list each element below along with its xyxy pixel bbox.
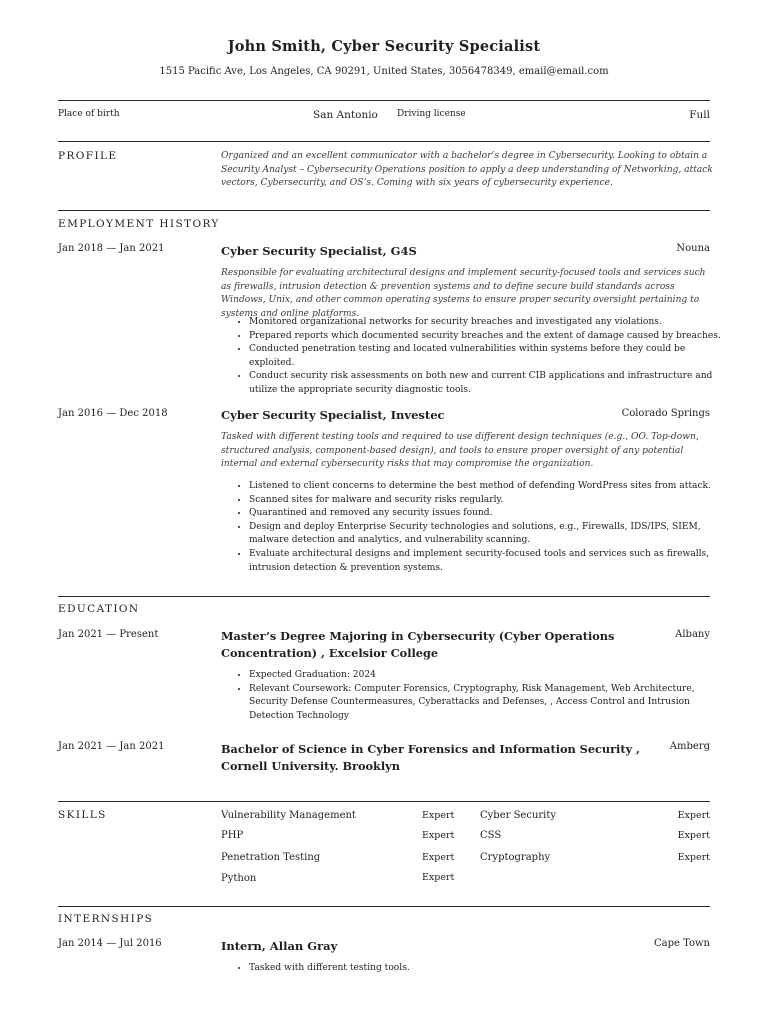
list-item: • Relevant Coursework: Computer Forensics, Cryptography, Risk Management, Web Architecture, Security Defense Countermeasures, Cyberattacks and Defenses, , Access Control and Intrusion Detection Technology — [249, 683, 732, 724]
education-bullets — [231, 669, 732, 723]
divider — [58, 801, 710, 802]
list-item: • Listened to client concerns to determine the best method of defending WordPress sites from attack. — [249, 480, 732, 494]
job-description: Tasked with different testing tools and required to use different design techniques (e.g., OO. Top-down, structured analysis, component-based design), and tools to ensure proper oversight of any potential internal and external cybersecurity risks that may compromise the organization. — [221, 432, 699, 470]
license-label: Driving license — [397, 109, 466, 119]
skill-level: Expert — [422, 830, 455, 841]
birth-label: Place of birth — [58, 109, 120, 119]
education-location: Amberg — [669, 741, 710, 752]
job-title: Cyber Security Specialist, Investec — [221, 408, 445, 422]
list-item: • Prepared reports which documented security breaches and the extent of damage caused by breaches. — [249, 330, 732, 344]
job-dates: Jan 2016 — Dec 2018 — [58, 408, 168, 419]
job-dates: Jan 2018 — Jan 2021 — [58, 243, 165, 254]
education-dates: Jan 2021 — Jan 2021 — [58, 741, 165, 752]
internship-location: Cape Town — [653, 938, 710, 949]
license-value: Full — [689, 109, 710, 121]
job-location: Colorado Springs — [621, 408, 710, 419]
internship-bullets — [231, 962, 732, 976]
job-description: Responsible for evaluating architectural designs and implement security-focused tools and services such as firewalls, intrusion detection & prevention systems and to define secure build standards across Windows, Unix, and other common operating systems to ensure proper security oversight pertaining to systems and online platforms. — [221, 268, 706, 319]
divider — [58, 906, 710, 907]
list-item: • Expected Graduation: 2024 — [249, 669, 732, 683]
section-title-skills: SKILLS — [58, 809, 107, 821]
skill-level: Expert — [677, 810, 710, 821]
education-degree: Bachelor of Science in Cyber Forensics and Information Security , Cornell University. Brooklyn — [221, 742, 640, 773]
divider — [58, 210, 710, 211]
section-title-education: EDUCATION — [58, 603, 140, 615]
internship-dates: Jan 2014 — Jul 2016 — [58, 938, 162, 949]
list-item: • Scanned sites for malware and security risks regularly. — [249, 494, 732, 508]
resume-name: John Smith, Cyber Security Specialist — [227, 38, 541, 55]
skill-name: Cyber Security — [480, 810, 557, 821]
list-item: • Quarantined and removed any security issues found. — [249, 507, 732, 521]
list-item: • Tasked with different testing tools. — [249, 962, 732, 976]
skill-name: Penetration Testing — [221, 852, 321, 863]
skill-name: CSS — [480, 830, 502, 841]
skill-name: Python — [221, 873, 257, 884]
skill-name: PHP — [221, 830, 244, 841]
skill-name: Cryptography — [480, 852, 551, 863]
education-location: Albany — [675, 629, 710, 640]
divider — [58, 596, 710, 597]
skill-level: Expert — [422, 872, 455, 883]
list-item: • Conduct security risk assessments on both new and current CIB applications and infrastructure and utilize the appropriate security diagnostic tools. — [249, 370, 732, 397]
section-title-internships: INTERNSHIPS — [58, 913, 154, 925]
skill-name: Vulnerability Management — [221, 810, 356, 821]
skill-level: Expert — [422, 852, 455, 863]
internship-title: Intern, Allan Gray — [221, 939, 338, 953]
section-title-profile: PROFILE — [58, 150, 118, 162]
education-dates: Jan 2021 — Present — [58, 629, 159, 640]
section-title-employment: EMPLOYMENT HISTORY — [58, 218, 220, 230]
list-item: • Conducted penetration testing and located vulnerabilities within systems before they could be exploited. — [249, 343, 732, 370]
divider — [58, 141, 710, 142]
list-item: • Monitored organizational networks for security breaches and investigated any violations. — [249, 316, 732, 330]
education-degree: Master’s Degree Majoring in Cybersecurity (Cyber Operations Concentration) , Excelsior College — [221, 629, 615, 660]
skill-level: Expert — [677, 830, 710, 841]
job-location: Nouna — [676, 243, 710, 254]
skill-level: Expert — [677, 852, 710, 863]
birth-value: San Antonio — [313, 109, 378, 121]
job-bullets — [231, 480, 732, 575]
profile-text: Organized and an excellent communicator with a bachelor’s degree in Cybersecurity. Looking to obtain a Security Analyst – Cybersecurity Operations position to apply a deep understanding of Networking, attack vectors, Cybersecurity, and OS’s. Coming with six years of cybersecurity experience. — [221, 151, 713, 189]
list-item: • Design and deploy Enterprise Security technologies and solutions, e.g., Firewalls, IDS/IPS, SIEM, malware detection and analytics, and vulnerability scanning. — [249, 521, 732, 548]
skill-level: Expert — [422, 810, 455, 821]
contact-line: 1515 Pacific Ave, Los Angeles, CA 90291, United States, 3056478349, email@email.com — [159, 66, 609, 77]
divider — [58, 100, 710, 101]
job-bullets — [231, 316, 732, 398]
list-item: • Evaluate architectural designs and implement security-focused tools and services such as firewalls, intrusion detection & prevention systems. — [249, 548, 732, 575]
job-title: Cyber Security Specialist, G4S — [221, 244, 417, 258]
